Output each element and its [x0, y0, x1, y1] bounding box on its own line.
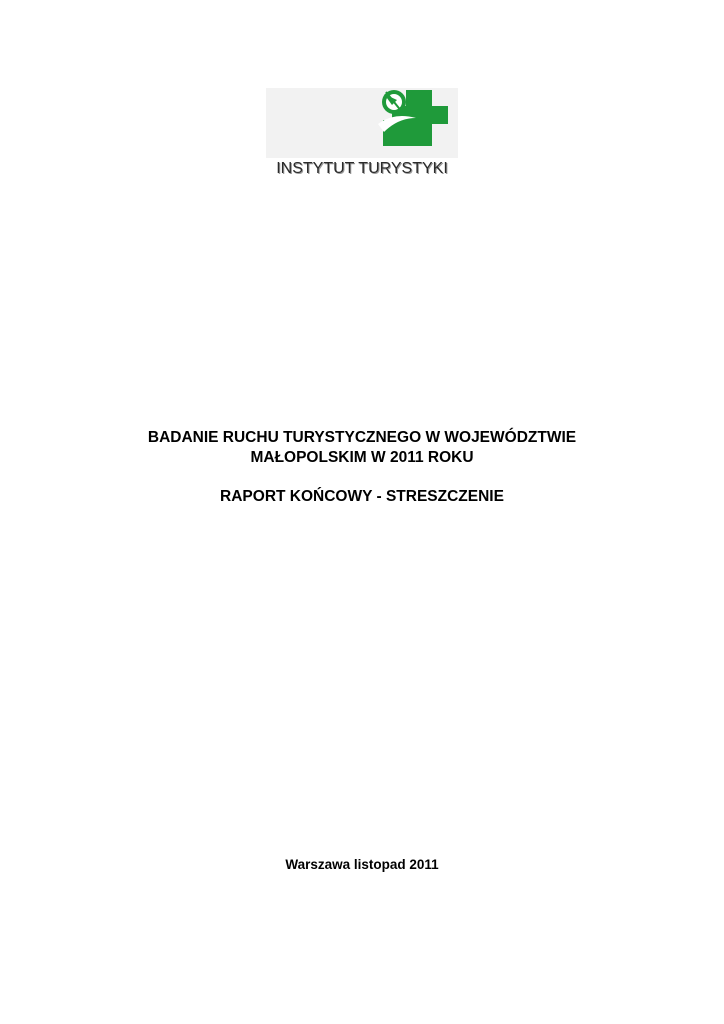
logo-wordmark: INSTYTUT TURYSTYKI — [276, 160, 448, 177]
title-line-2: MAŁOPOLSKIM W 2011 ROKU — [250, 449, 474, 466]
document-title — [0, 428, 724, 468]
place-and-date: Warszawa listopad 2011 — [285, 857, 439, 872]
document-subtitle: RAPORT KOŃCOWY - STRESZCZENIE — [220, 488, 504, 505]
title-line-1: BADANIE RUCHU TURYSTYCZNEGO W WOJEWÓDZTWIE — [147, 429, 577, 446]
